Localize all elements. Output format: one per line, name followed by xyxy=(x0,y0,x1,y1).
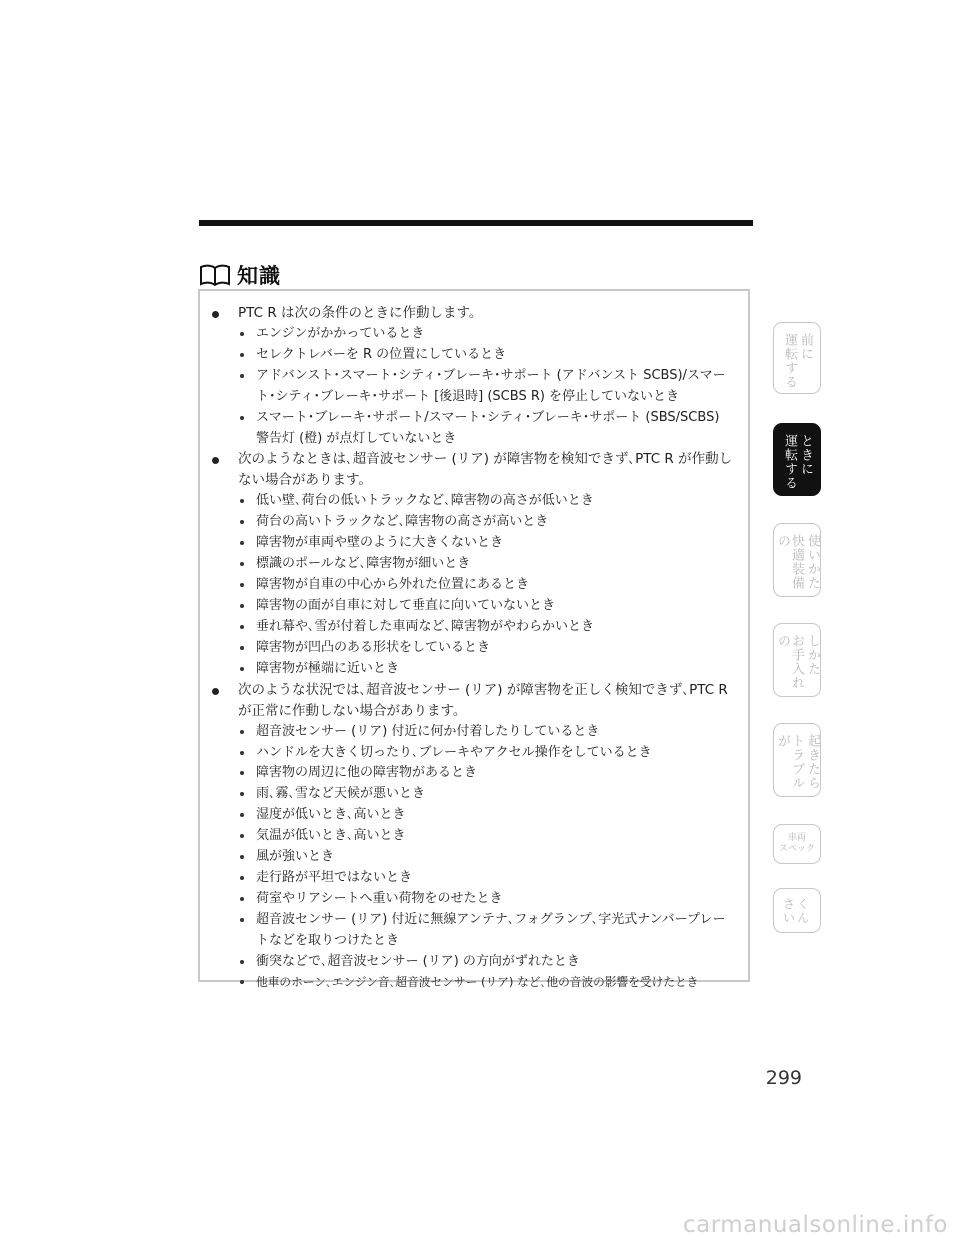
list-item: 気温が低いとき､高いとき xyxy=(238,826,734,847)
tab-troubleshooting[interactable]: トラブルが 起きたら xyxy=(773,723,821,797)
list-item: 荷台の高いトラックなど､障害物の高さが高いとき xyxy=(238,512,734,533)
sub-list xyxy=(238,324,734,449)
sub-list xyxy=(238,491,734,679)
list-item: 障害物の面が自車に対して垂直に向いていないとき xyxy=(238,596,734,617)
bullet-dot xyxy=(212,688,219,695)
list-item: 障害物が車両や壁のように大きくないとき xyxy=(238,533,734,554)
sub-list xyxy=(238,722,734,994)
tab-maintenance[interactable]: お手入れの しかた xyxy=(773,623,821,697)
tab-before-driving[interactable]: 運転する 前に xyxy=(773,322,821,394)
list-item: 標識のポールなど､障害物が細いとき xyxy=(238,554,734,575)
list-item: 衝突などで､超音波センサー (リア) の方向がずれたとき xyxy=(238,952,734,973)
list-item: 荷室やリアシートへ重い荷物をのせたとき xyxy=(238,889,734,910)
list-item: 湿度が低いとき､高いとき xyxy=(238,805,734,826)
tab-while-driving[interactable]: 運転する ときに xyxy=(773,423,821,496)
knowledge-box xyxy=(198,289,750,990)
list-item: アドバンスト･スマート･シティ･ブレーキ･サポート (アドバンスト SCBS)/スマート･シティ･ブレーキ･サポート [後退時] (SCBS R) を停止していないとき xyxy=(238,366,734,408)
list-item: スマート･ブレーキ･サポート/スマート･シティ･ブレーキ･サポート (SBS/SCBS) 警告灯 (橙) が点灯していないとき xyxy=(238,408,734,450)
page-number: 299 xyxy=(765,1067,802,1089)
knowledge-item: PTC R は次の条件のときに作動します。 xyxy=(212,303,734,324)
list-item: 走行路が平坦ではないとき xyxy=(238,868,734,889)
tab-index[interactable]: さく いん xyxy=(773,888,821,933)
watermark: carmanualsonline.info xyxy=(682,1212,948,1238)
list-item: 垂れ幕や､雪が付着した車両など､障害物がやわらかいとき xyxy=(238,617,734,638)
tab-vehicle-specs[interactable]: 車両 スペック xyxy=(773,824,821,864)
list-item: セレクトレバーを R の位置にしているとき xyxy=(238,345,734,366)
list-item: 障害物が凹凸のある形状をしているとき xyxy=(238,638,734,659)
list-item: ハンドルを大きく切ったり､ブレーキやアクセル操作をしているとき xyxy=(238,743,734,764)
list-item: 障害物が自車の中心から外れた位置にあるとき xyxy=(238,575,734,596)
bullet-dot xyxy=(212,457,219,464)
list-item: 超音波センサー (リア) 付近に何か付着したりしているとき xyxy=(238,722,734,743)
knowledge-item: 次のようなときは､超音波センサー (リア) が障害物を検知できず､PTC R が作動しない場合があります。 xyxy=(212,449,734,491)
section-title: 知識 xyxy=(237,264,281,288)
list-item: 雨､霧､雪など天候が悪いとき xyxy=(238,784,734,805)
list-item: 他車のホーン､エンジン音､超音波センサー (リア) など､他の音波の影響を受けたとき xyxy=(238,972,734,993)
list-item: エンジンがかかっているとき xyxy=(238,324,734,345)
list-item: 低い壁､荷台の低いトラックなど､障害物の高さが低いとき xyxy=(238,491,734,512)
bullet-dot xyxy=(212,311,219,318)
list-item: 風が強いとき xyxy=(238,847,734,868)
top-rule xyxy=(199,220,753,226)
knowledge-item: 次のような状況では､超音波センサー (リア) が障害物を正しく検知できず､PTC R が正常に作動しない場合があります。 xyxy=(212,680,734,722)
book-icon xyxy=(199,263,231,287)
list-item: 障害物の周辺に他の障害物があるとき xyxy=(238,763,734,784)
tab-comfort-equipment[interactable]: 快適装備の 使いかた xyxy=(773,523,821,597)
list-item: 障害物が極端に近いとき xyxy=(238,659,734,680)
list-item: 超音波センサー (リア) 付近に無線アンテナ､フォグランプ､字光式ナンバープレートなどを取りつけたとき xyxy=(238,910,734,952)
section-heading xyxy=(199,260,281,290)
